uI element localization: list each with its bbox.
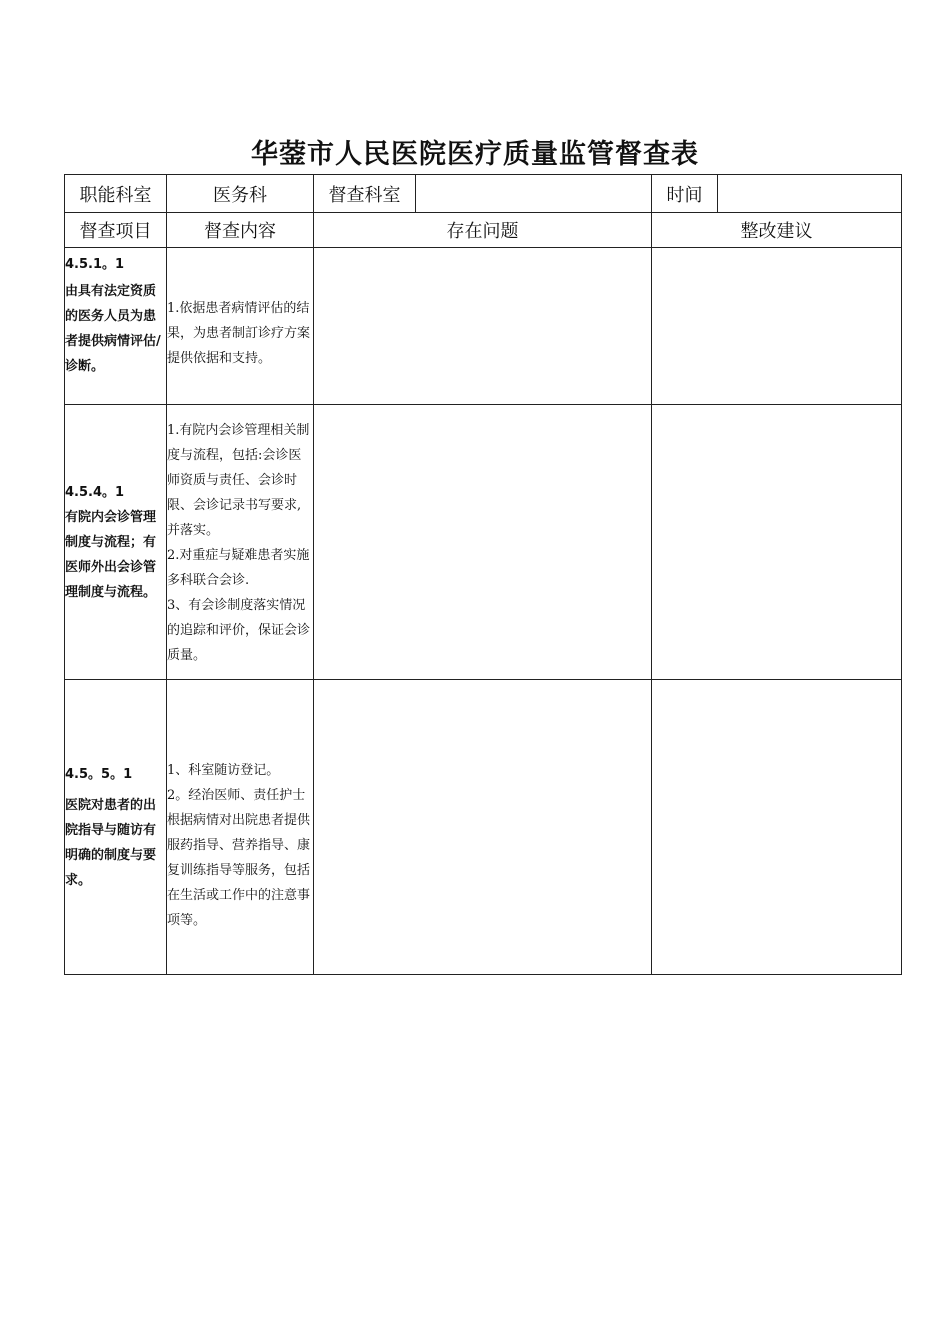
content-text: 3、有会诊制度落实情况的追踪和评价，保证会诊质量。 [167,597,311,663]
content-cell [167,405,314,680]
table-row [65,680,902,975]
table-row [65,405,902,680]
content-text: 2.对重症与疑难患者实施多科联合会诊. [167,547,310,588]
table-row [65,248,902,405]
inspect-dept-label: 督查科室 [314,175,416,213]
content-text: 1、科室随访登记。 [167,762,280,778]
content-text: 1.有院内会诊管理相关制度与流程，包括:会诊医师资质与责任、会诊时限、会诊记录书写要求,并落实。 [167,422,310,538]
inspection-table [64,174,902,975]
time-field[interactable] [718,175,902,213]
col-header-issues: 存在问题 [314,213,652,248]
inspect-dept-field[interactable] [416,175,652,213]
item-text: 医院对患者的出院指导与随访有明确的制度与要求。 [65,797,157,888]
column-header-row [65,213,902,248]
issues-field[interactable] [314,680,652,975]
item-code: 4.5.1。1 [65,257,125,272]
dept-label: 职能科室 [65,175,167,213]
item-cell [65,405,167,680]
col-header-item: 督查项目 [65,213,167,248]
content-cell [167,680,314,975]
page-title: 华蓥市人民医院医疗质量监管督查表 [251,139,699,170]
dept-value: 医务科 [167,175,314,213]
item-cell [65,248,167,405]
suggestions-field[interactable] [652,680,902,975]
item-cell [65,680,167,975]
col-header-suggestions: 整改建议 [652,213,902,248]
suggestions-field[interactable] [652,248,902,405]
item-text: 有院内会诊管理制度与流程；有医师外出会诊管理制度与流程。 [65,509,157,600]
header-info-row [65,175,902,213]
issues-field[interactable] [314,248,652,405]
content-text: 2。经治医师、责任护士根据病情对出院患者提供服药指导、营养指导、康复训练指导等服务，包括在生活或工作中的注意事项等。 [167,787,311,928]
item-code: 4.5.4。1 [65,484,125,500]
item-text: 由具有法定资质的医务人员为患者提供病情评估/诊断。 [65,284,161,374]
suggestions-field[interactable] [652,405,902,680]
content-text: 1.依据患者病情评估的结果，为患者制訂诊疗方案提供依据和支持。 [167,300,311,366]
col-header-content: 督查内容 [167,213,314,248]
time-label: 时间 [652,175,718,213]
content-cell [167,248,314,405]
issues-field[interactable] [314,405,652,680]
item-code: 4.5。5。1 [65,766,133,782]
